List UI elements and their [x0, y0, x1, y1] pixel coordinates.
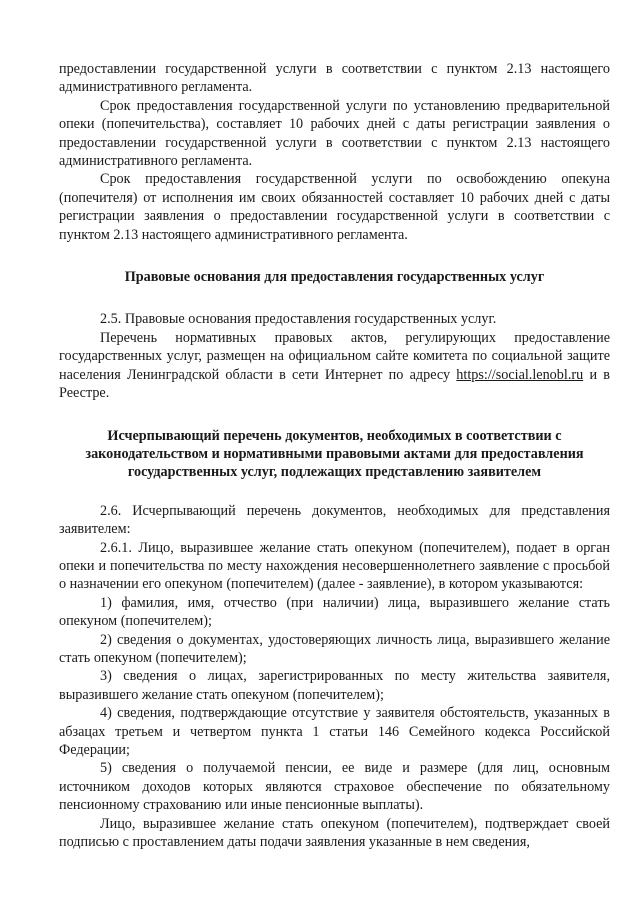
section-2-6-1: 2.6.1. Лицо, выразившее желание стать опекуном (попечителем), подает в орган опеки и попечительства по месту нахождения несовершеннолетнего заявление с просьбой о назначении его опекуном (попечителем) (далее - заявление), в котором указываются:: [59, 539, 610, 593]
paragraph-preliminary-guardianship-term: Срок предоставления государственной услуги по установлению предварительной опеки (попечительства), составляет 10 рабочих дней с даты регистрации заявления о предоставлении государственной услуги в соответствии с пунктом 2.13 настоящего административного регламента.: [59, 97, 610, 170]
section-2-5-text: [59, 329, 610, 403]
social-lenobl-link[interactable]: https://social.lenobl.ru: [456, 366, 584, 383]
section-2-5-text-after-link: и в Реестре.: [59, 366, 610, 402]
section-2-5-title: 2.5. Правовые основания предоставления государственных услуг.: [100, 311, 497, 328]
list-item-3: 3) сведения о лицах, зарегистрированных по месту жительства заявителя, выразившего желание стать опекуном (попечителем);: [59, 668, 610, 703]
list-item-1: 1) фамилия, имя, отчество (при наличии) лица, выразившего желание стать опекуном (попечителем);: [59, 594, 610, 630]
list-item-2: 2) сведения о документах, удостоверяющих личность лица, выразившего желание стать опекуном (попечителем);: [59, 631, 610, 666]
paragraph-release-guardian-term: Срок предоставления государственной услуги по освобождению опекуна (попечителя) от исполнения им своих обязанностей составляет 10 рабочих дней с даты регистрации заявления о предоставлении государственной услуги в соответствии с пунктом 2.13 настоящего административного регламента.: [59, 171, 610, 243]
heading-documents-list: Исчерпывающий перечень документов, необходимых в соответствии с законодательством и нормативными правовыми актами для предоставления государственных услуг, подлежащих представлению заявителем: [85, 427, 584, 481]
paragraph-continuation: предоставлении государственной услуги в соответствии с пунктом 2.13 настоящего административного регламента.: [59, 61, 610, 96]
list-item-4: 4) сведения, подтверждающие отсутствие у заявителя обстоятельств, указанных в абзацах третьем и четвертом пункта 1 статьи 146 Семейного кодекса Российской Федерации;: [59, 705, 610, 758]
document-body: [59, 60, 610, 851]
list-item-5: 5) сведения о получаемой пенсии, ее виде и размере (для лиц, основным источником доходов которых являются страховое обеспечение по обязательному пенсионному страхованию или иные пенсионные выплаты).: [59, 760, 610, 814]
section-2-6-intro: 2.6. Исчерпывающий перечень документов, необходимых для представления заявителем:: [59, 502, 610, 538]
section-2-5-text-before-link: Перечень нормативных правовых актов, регулирующих предоставление государственных услуг, размещен на официальном сайте комитета по социальной защите населения Ленинградской области в сети Интернет по адресу: [59, 329, 610, 383]
heading-legal-grounds: Правовые основания для предоставления государственных услуг: [124, 269, 545, 286]
paragraph-closing: Лицо, выразившее желание стать опекуном (попечителем), подтверждает своей подписью с проставлением даты подачи заявления указанные в нем сведения,: [59, 815, 610, 851]
